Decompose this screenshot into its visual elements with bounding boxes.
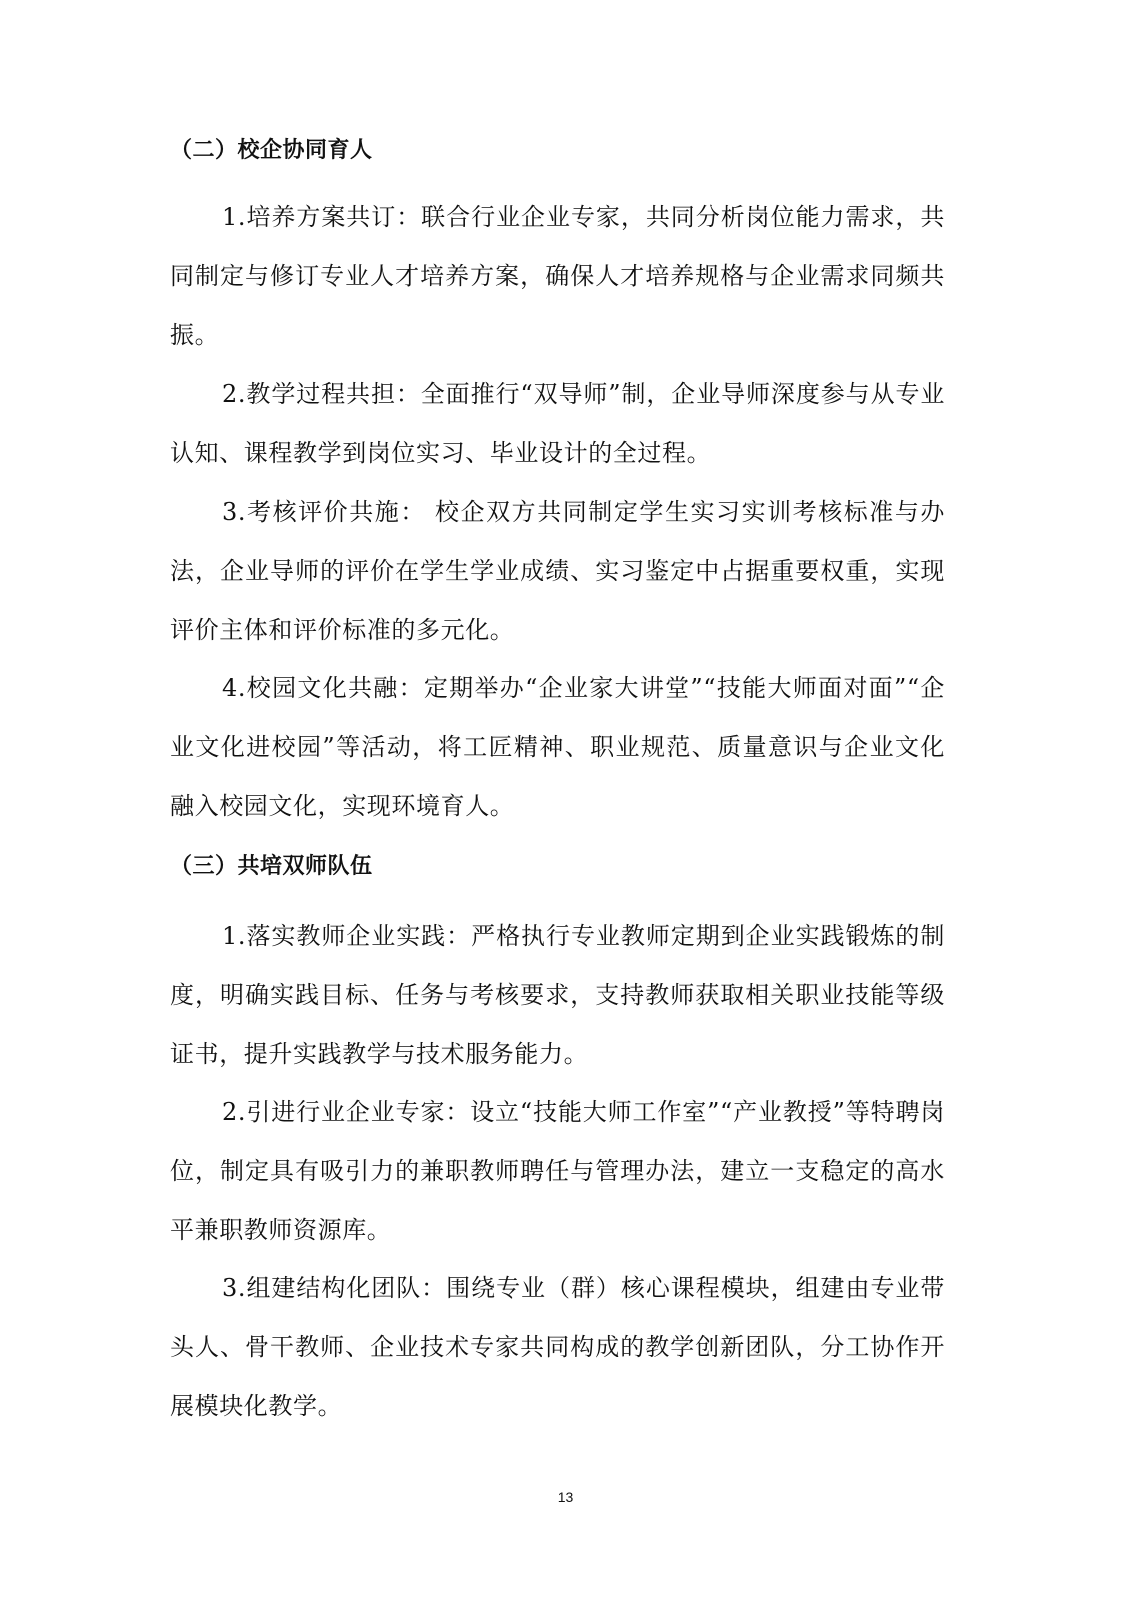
- section-heading-school-enterprise: （二）校企协同育人: [170, 138, 373, 163]
- paragraph-teacher-practice: 1.落实教师企业实践：严格执行专业教师定期到企业实践锻炼的制度，明确实践目标、任务与考核要求，支持教师获取相关职业技能等级证书，提升实践教学与技术服务能力。: [170, 922, 945, 1068]
- section-heading-dual-teachers: （三）共培双师队伍: [170, 854, 373, 879]
- paragraph-industry-experts: 2.引进行业企业专家：设立“技能大师工作室”“产业教授”等特聘岗位，制定具有吸引力的兼职教师聘任与管理办法，建立一支稳定的高水平兼职教师资源库。: [170, 1098, 945, 1244]
- paragraph-assessment: 3.考核评价共施： 校企双方共同制定学生实习实训考核标准与办法，企业导师的评价在学生学业成绩、实习鉴定中占据重要权重，实现评价主体和评价标准的多元化。: [170, 498, 945, 644]
- paragraph-campus-culture: 4.校园文化共融：定期举办“企业家大讲堂”“技能大师面对面”“企业文化进校园”等活动，将工匠精神、职业规范、质量意识与企业文化融入校园文化，实现环境育人。: [170, 674, 945, 820]
- paragraph-teaching-process: 2.教学过程共担：全面推行“双导师”制，企业导师深度参与从专业认知、课程教学到岗位实习、毕业设计的全过程。: [170, 380, 945, 467]
- paragraph-structured-team: 3.组建结构化团队：围绕专业（群）核心课程模块，组建由专业带头人、骨干教师、企业技术专家共同构成的教学创新团队，分工协作开展模块化教学。: [170, 1274, 945, 1420]
- paragraph-training-plan: 1.培养方案共订：联合行业企业专家，共同分析岗位能力需求，共同制定与修订专业人才培养方案，确保人才培养规格与企业需求同频共振。: [170, 203, 945, 349]
- page-number: 13: [557, 1489, 574, 1505]
